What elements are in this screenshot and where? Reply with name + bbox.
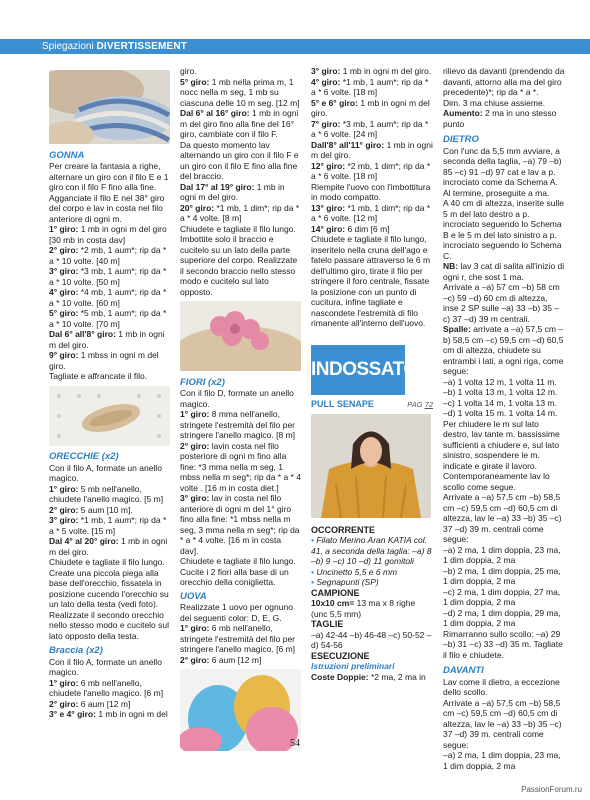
fiori-text — [180, 388, 301, 588]
paragraph-text: 6 mb nell'anello, chiudete l'anello magico. [6 m] — [49, 677, 164, 698]
davanti-text — [443, 677, 565, 772]
paragraph-text: –b) 1 volta 13 m, 1 volta 12 m. — [443, 387, 558, 397]
paragraph-text: –a) 2 ma, 1 dim doppia, 23 ma, 1 dim doppia, 2 ma — [443, 750, 561, 771]
paragraph — [443, 471, 565, 492]
paragraph-label: 2° giro: — [180, 654, 210, 665]
dietro-text — [443, 146, 565, 661]
paragraph — [311, 66, 433, 77]
paragraph-text: Con l'unc da 5,5 mm avviare, a seconda della taglia, –a) 79 –b) 85 –c) 91 –d) 97 cat e lav a p. incrociato come da Schema A. — [443, 145, 562, 187]
taglie-title: TAGLIE — [311, 619, 344, 629]
page-number: 54 — [290, 738, 300, 749]
paragraph — [180, 203, 301, 224]
occ-text-1: Filato Merino Aran KATIA col. 41, a seconda della taglia: –a) 8 –b) 9 –c) 10 –d) 11 gomitoli — [311, 535, 432, 566]
paragraph-text: 6 mb nell'anello, stringete l'estremità del filo per stringere l'anello magico. [6 m] — [180, 623, 296, 654]
paragraph-label: 1° giro: — [49, 677, 79, 688]
paragraph-label: 3° giro: — [180, 493, 210, 503]
paragraph — [180, 224, 301, 298]
paragraph-label: 2° giro: — [49, 698, 79, 709]
davanti-title: DAVANTI — [443, 665, 484, 676]
paragraph — [49, 463, 170, 484]
paragraph-label: 5° giro: — [180, 76, 210, 87]
paragraph-text: lav 3 cat di salita all'inizio di ogni r, che sost 1 ma. — [443, 261, 565, 282]
paragraph-text: Chiudete e tagliate il filo lungo. Imbottite solo il braccio e cucitelo su un lato della parte superiore del corpo. Realizzate il secondo braccio nello stesso modo e cucitelo sul lato opposto. — [180, 223, 298, 297]
paragraph-text: 1 mb in ogni m del giro. — [311, 97, 430, 118]
header-title: DIVERTISSEMENT — [96, 41, 188, 52]
paragraph-label: 2° giro: — [49, 245, 79, 255]
column-2 — [180, 66, 301, 758]
occ-item-2: • Uncinetto 5,5 e 6 mm — [311, 566, 398, 577]
paragraph — [443, 261, 565, 282]
paragraph — [443, 629, 565, 661]
paragraph-text: lavin costa nel filo posteriore di ogni m fino alla fine: *3 mma nella m seg, 1 mbss nella m seg*; rip da * a * 4 volte . [16 m in costa diet.] — [180, 440, 301, 493]
paragraph — [443, 387, 565, 398]
paragraph-label: NB: — [443, 261, 459, 271]
paragraph — [443, 108, 565, 129]
paragraph — [311, 119, 433, 140]
uova-text — [180, 602, 301, 665]
paragraph — [180, 108, 301, 140]
paragraph — [180, 441, 301, 494]
paragraph-label: Dall'8° all'11° giro: — [311, 139, 385, 150]
paragraph — [443, 750, 565, 771]
paragraph — [443, 408, 565, 419]
paragraph-label: 9° giro: — [49, 350, 79, 360]
paragraph — [311, 234, 433, 329]
paragraph-label: Dal 17° al 19° giro: — [180, 181, 255, 192]
paragraph — [49, 308, 170, 329]
paragraph — [49, 161, 170, 224]
paragraph-text: Da questo momento lav alternando un giro con il filo F e un giro con il filo E fino alla fine del braccio. — [180, 139, 299, 181]
paragraph — [49, 266, 170, 287]
paragraph — [49, 329, 170, 350]
paragraph-text: 1 mb in ogni m del giro. — [340, 66, 432, 76]
paragraph-text: Lav come il dietro, a eccezione dello scollo. — [443, 676, 560, 697]
camp-label: 10x10 cm= — [311, 598, 355, 608]
paragraph-text: *1 mb, 1 aum*; rip da * a * 6 volte. [18 m] — [311, 76, 429, 97]
paragraph-text: *3 mb, 1 aum*; rip da * a * 10 volte. [50 m] — [49, 266, 167, 287]
paragraph — [180, 409, 301, 441]
paragraph-label: Dal 6° all'8° giro: — [49, 329, 116, 339]
paragraph-text: –a) 1 volta 12 m, 1 volta 11 m. — [443, 376, 557, 387]
paragraph-label: Spalle: — [443, 324, 471, 334]
pull-row — [311, 399, 433, 411]
paragraph — [180, 493, 301, 556]
paragraph-text: Arrivate a –a) 57,5 cm –b) 58,5 cm –c) 59,5 cm –d) 60,5 cm di altezza, lav le –a) 33 –b) 35 –c) 37 –d) 39 m. centrali come segue: — [443, 697, 562, 750]
paragraph-text: –c) 2 ma, 1 dim doppia, 27 ma, 1 dim doppia, 2 ma — [443, 586, 561, 607]
paragraph-text: Realizzate 1 uovo per ognuno dei seguenti color: D, E, G. — [180, 602, 293, 623]
header-text — [42, 39, 187, 54]
istr-title: Istruzioni preliminari — [311, 661, 395, 671]
paragraph — [311, 182, 433, 203]
paragraph — [49, 678, 170, 699]
paragraph — [180, 623, 301, 655]
paragraph — [49, 515, 170, 536]
flower-photo — [180, 301, 301, 371]
sweater-photo — [311, 414, 431, 518]
column-1 — [49, 66, 170, 720]
camp-value: 13 ma x 8 righe (unc 5,5 mm) — [311, 598, 416, 619]
paragraph — [180, 77, 301, 109]
paragraph — [49, 505, 170, 516]
paragraph-text: 6 dim [6 m] — [345, 223, 390, 234]
paragraph-text: rilievo da davanti (prendendo da davanti, attorno alla ma del giro precedente)*; rip da * a *. — [443, 66, 565, 97]
paragraph — [311, 77, 433, 98]
paragraph-text: –d) 2 ma, 1 dim doppia, 29 ma, 1 dim doppia, 2 ma — [443, 607, 561, 628]
paragraph-label: 14° giro: — [311, 223, 346, 234]
paragraph-label: Dal 4° al 20° giro: — [49, 536, 119, 546]
paragraph-label: 5° giro: — [49, 308, 79, 318]
paragraph — [180, 66, 301, 77]
header-section: Spiegazioni — [42, 41, 94, 52]
occ-text-3: Segnapunti (SP) — [316, 577, 379, 587]
coste-text — [311, 672, 433, 683]
paragraph-text: A 40 cm di altezza, inserite sulle 5 m del lato destro a p. incrociato seguendo lo Schema B e le 5 m del lato sinistro a p. incrociato seguendo lo Schema C. — [443, 198, 564, 261]
paragraph-text: 1 mb in ogni m del giro. — [49, 329, 165, 350]
paragraph-label: Dal 6° al 16° giro: — [180, 108, 250, 118]
occ-item-3: • Segnapunti (SP) — [311, 577, 379, 587]
paragraph — [443, 545, 565, 566]
paragraph — [443, 398, 565, 409]
col2-text — [180, 66, 301, 297]
paragraph-text: giro. — [180, 66, 197, 76]
paragraph — [49, 657, 170, 678]
paragraph — [49, 699, 170, 710]
paragraph-label: 1° giro: — [180, 623, 210, 633]
paragraph — [180, 388, 301, 409]
paragraph-text: –a) 2 ma, 1 dim doppia, 23 ma, 1 dim doppia, 2 ma — [443, 544, 561, 565]
column-4 — [443, 66, 565, 771]
paragraph — [49, 536, 170, 557]
paragraph-text: 1 mbss in ogni m del giro. — [49, 350, 159, 371]
paragraph-text: 1 mb in ogni m del giro. — [49, 536, 168, 557]
fiori-title: FIORI (x2) — [180, 376, 225, 388]
gonna-text — [49, 161, 170, 382]
paragraph-text: Dim. 3 ma chiuse assieme. — [443, 97, 546, 108]
paragraph — [443, 677, 565, 698]
taglie-text: –a) 42-44 –b) 46-48 –c) 50-52 –d) 54-56 — [311, 629, 432, 650]
col4-text — [443, 66, 565, 129]
paragraph-text: Riempite l'uovo con l'imbottitura in modo compatto. — [311, 181, 431, 202]
paragraph — [443, 608, 565, 629]
occ-text-2: Uncinetto 5,5 e 6 mm — [316, 566, 398, 577]
paragraph — [49, 224, 170, 245]
paragraph-text: arrivate a –a) 57,5 cm –b) 58,5 cm –c) 59,5 cm –d) 60,5 cm di altezza, chiudete su entrambi i lati, a ogni riga, come segue: — [443, 324, 564, 376]
paragraph — [180, 655, 301, 666]
paragraph-text: *1 mb, 1 aum*; rip da * a * 5 volte. [15 m] — [49, 515, 167, 536]
paragraph-text: Chiudete e tagliate il filo lungo. Cucite i 2 fiori alla base di un orecchio della coniglietta. — [180, 556, 296, 587]
coste-value: *2 ma, 2 ma in — [368, 671, 426, 682]
paragraph-label: 3° giro: — [49, 266, 79, 276]
paragraph — [443, 198, 565, 261]
col3-text — [311, 66, 433, 329]
paragraph-text: 6 aum [12 m] — [78, 698, 131, 709]
paragraph — [311, 98, 433, 119]
camp-title: CAMPIONE — [311, 587, 360, 598]
skirt-photo — [49, 70, 170, 144]
paragraph — [180, 182, 301, 203]
paragraph-text: Al termine, proseguite a ma. — [443, 187, 550, 198]
paragraph-label: 3° e 4° giro: — [49, 709, 96, 719]
paragraph-text: 6 aum [12 m] — [209, 654, 262, 665]
paragraph — [443, 282, 565, 324]
paragraph — [443, 419, 565, 472]
dietro-title: DIETRO — [443, 134, 479, 145]
uova-title: UOVA — [180, 590, 207, 602]
paragraph-label: 7° giro: — [311, 118, 341, 129]
paragraph — [443, 146, 565, 188]
paragraph — [49, 557, 170, 641]
paragraph-text: Con il filo A, formate un anello magico. — [49, 462, 162, 483]
paragraph-text: *2 mb, 1 dim*; rip da * a * 6 volte. [18 m] — [311, 160, 431, 181]
paragraph-text: 1 mb in ogni m del — [95, 709, 168, 719]
paragraph-text: Per creare la fantasia a righe, alternare un giro con il filo E e 1 giro con il filo F fino alla fine. Agganciate il filo E nel 38° giro del corpo e lav in costa nel filo anteriore di ogni m. — [49, 161, 169, 224]
page-ref-label: PAG — [407, 399, 423, 409]
paragraph-text: 8 mma nell'anello, stringete l'estremità del filo per stringere l'anello magico. [8 m] — [180, 409, 296, 440]
paragraph-text: 1 mb in ogni m del giro fino alla fine del 16° giro, cambiate con il filo F. — [180, 108, 299, 139]
column-3 — [311, 66, 433, 682]
paragraph-text: 2 ma in uno stesso punto — [443, 108, 557, 129]
paragraph-text: Con il filo D, formate un anello magico. — [180, 388, 294, 409]
paragraph — [443, 188, 565, 199]
paragraph-text: Per chiudere le m sul lato destro, lav tante m. bassissime sufficienti a chiudere e, sul lato sinistro, sospendere le m. indicate e girate il lavoro. — [443, 418, 560, 471]
paragraph-label: 4° giro: — [49, 287, 79, 297]
paragraph — [180, 602, 301, 623]
paragraph-text: Chiudete e tagliate il filo lungo, inseritelo nella cruna dell'ago e fatelo passare attraverso le 6 m dell'ultimo giro, tirate il filo per stringere il foro centrale, fissate la posizione con un punto di cucitura, infine tagliate e nascondete l'estremità di filo rimanente all'interno dell'uovo. — [311, 234, 431, 328]
paragraph — [49, 709, 170, 720]
paragraph-text: Arrivate a –a) 57 cm –b) 58 cm –c) 59 –d) 60 cm di altezza, inse 2 SP sulle –a) 33 –b) 35 –c) 37 –d) 39 m centrali. — [443, 282, 560, 324]
occ-item-1: • Filato Merino Aran KATIA col. 41, a seconda della taglia: –a) 8 –b) 9 –c) 10 –d) 11 gomitoli — [311, 535, 432, 566]
paragraph — [443, 566, 565, 587]
paragraph-label: 3° giro: — [311, 66, 341, 76]
page-ref — [407, 400, 433, 411]
paragraph-text: Rimarranno sullo scollo: –a) 29 –b) 31 –c) 33 –d) 35 m. Tagliate il filo e chiudete. — [443, 628, 563, 660]
orecchie-text — [49, 463, 170, 642]
paragraph — [443, 492, 565, 545]
paragraph-text: Contemporaneamente lav lo scollo come segue. — [443, 471, 550, 492]
paragraph-text: *3 mb, 1 aum*; rip da * a * 6 volte. [24 m] — [311, 118, 429, 139]
paragraph — [443, 587, 565, 608]
site-watermark: PassionForum.ru — [521, 785, 582, 794]
paragraph — [49, 287, 170, 308]
paragraph — [180, 556, 301, 588]
paragraph — [311, 140, 433, 161]
paragraph-text: 1 mb in ogni m del giro [30 mb in costa dav] — [49, 224, 167, 245]
paragraph — [311, 161, 433, 182]
ear-photo — [49, 386, 170, 446]
paragraph-text: 5 mb nell'anello, chiudete l'anello magico. [5 m] — [49, 483, 164, 504]
paragraph — [443, 377, 565, 388]
paragraph-text: Chiudete e tagliate il filo lungo. Create una piccola piega alla base dell'orecchio, fissatela in posizione cucendo l'orecchio su un lato della testa (vedi foto). Realizzate il secondo orecchio nello stesso modo e cucitelo sul lato opposto della testa. — [49, 557, 170, 641]
paragraph — [49, 484, 170, 505]
paragraph — [311, 203, 433, 224]
paragraph — [443, 66, 565, 98]
braccia-text — [49, 657, 170, 720]
paragraph-text: *2 mb, 1 aum*; rip da * a * 10 volte. [40 m] — [49, 245, 167, 266]
paragraph-text: Con il filo A, formate un anello magico. — [49, 656, 162, 677]
paragraph-label: 2° giro: — [180, 440, 210, 451]
page-ref-number: 72 — [424, 399, 433, 409]
paragraph — [49, 371, 170, 382]
paragraph-text: 5 aum [10 m]. — [78, 504, 133, 515]
paragraph — [443, 98, 565, 109]
paragraph-label: 2° giro: — [49, 504, 79, 515]
paragraph-text: *1 mb, 1 dim*; rip da * a * 4 volte. [8 m] — [180, 202, 300, 223]
paragraph-text: 1 mb in ogni m del giro. — [180, 181, 285, 202]
paragraph-text: –b) 2 ma, 1 dim doppia, 25 ma, 1 dim doppia, 2 ma — [443, 565, 561, 586]
paragraph-text: Tagliate e affrancate il filo. — [49, 371, 148, 381]
paragraph-label: 3° giro: — [49, 515, 79, 525]
paragraph-text: –c) 1 volta 14 m, 1 volta 13 m. — [443, 397, 557, 408]
page-header — [0, 0, 590, 66]
occ-title: OCCORRENTE — [311, 524, 376, 535]
paragraph-label: 1° giro: — [49, 224, 79, 234]
paragraph-label: Aumento: — [443, 108, 483, 118]
paragraph-label: 13° giro: — [311, 202, 346, 213]
paragraph — [49, 350, 170, 371]
paragraph-text: –d) 1 volta 15 m. 1 volta 14 m. — [443, 408, 558, 418]
orecchie-title: ORECCHIE (x2) — [49, 451, 119, 462]
paragraph-text: 1 mb nella prima m, 1 nocc nella m seg, 1 mb su ciascuna delle 10 m seg. [12 m] — [180, 76, 300, 108]
paragraph-label: 4° giro: — [311, 76, 341, 87]
paragraph-label: 5° e 6° giro: — [311, 97, 358, 108]
esec-title: ESECUZIONE — [311, 650, 370, 661]
pull-title: PULL SENAPE — [311, 398, 374, 409]
paragraph — [311, 224, 433, 235]
paragraph-text: *5 mb, 1 aum*; rip da * a * 10 volte. [70 m] — [49, 308, 167, 329]
paragraph-text: lav in costa nel filo anteriore di ogni m del 1° giro fino alla fine: *1 mbss nella m seg, 3 mma nella m seg*; rip da * a * 4 volte. [16 m in costa dav]. — [180, 493, 300, 556]
paragraph-text: *4 mb, 1 aum*; rip da * a * 10 volte. [60 m] — [49, 287, 167, 308]
paragraph-label: 12° giro: — [311, 160, 346, 171]
paragraph — [443, 324, 565, 377]
paragraph-label: 1° giro: — [180, 409, 210, 419]
braccia-title: Braccia (x2) — [49, 645, 103, 656]
gonna-title: GONNA — [49, 149, 85, 161]
paragraph-text: Arrivate a –a) 57,5 cm –b) 58,5 cm –c) 59,5 cm –d) 60,5 cm di altezza, lav le –a) 33 –b) 35 –c) 37 –d) 39 m. centrali come segue: — [443, 492, 562, 544]
paragraph-text: *1 mb, 1 dim*; rip da * a * 6 volte. [12 m] — [311, 202, 431, 223]
paragraph-label: 1° giro: — [49, 483, 79, 494]
indossato-banner: INDOSSATO — [311, 345, 405, 395]
paragraph — [180, 140, 301, 182]
paragraph — [49, 245, 170, 266]
paragraph-label: 20° giro: — [180, 202, 215, 213]
coste-label: Coste Doppie: — [311, 671, 369, 682]
paragraph-text: 1 mb in ogni m del giro. — [311, 139, 433, 160]
camp-text — [311, 598, 433, 619]
